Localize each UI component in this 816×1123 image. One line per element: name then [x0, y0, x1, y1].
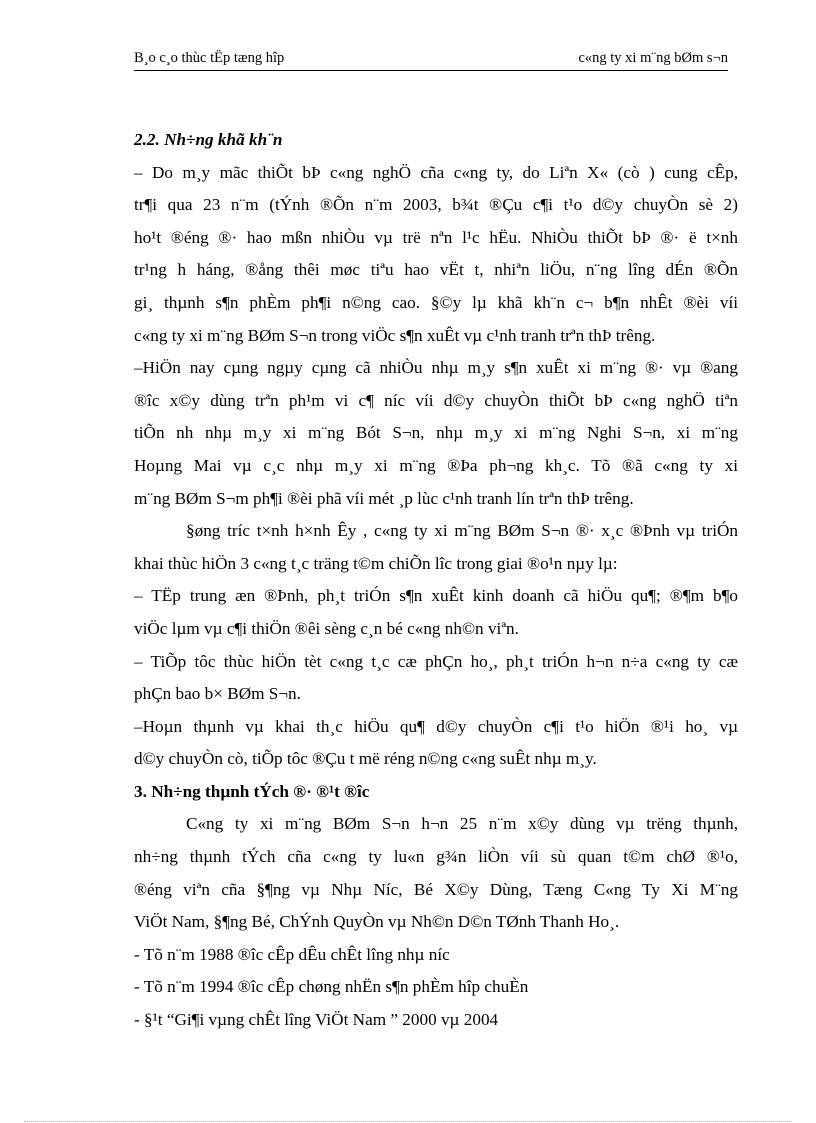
paragraph-task-2 [134, 646, 738, 711]
text-line: ®éng viªn cña §¶ng vµ Nhµ Níc, Bé X©y Dùng, Tæng C«ng Ty Xi M¨ng [134, 879, 738, 899]
text-line: ®îc x©y dùng trªn ph¹m vi c¶ níc víi d©y chuyÒn thiÕt bÞ c«ng nghÖ tiªn [134, 390, 738, 410]
header-report-title: B¸o c¸o thùc tËp tæng hîp [134, 50, 285, 66]
text-line: nh÷ng thµnh tÝch cña c«ng ty lu«n g¾n liÒn víi sù quan t©m chØ ®¹o, [134, 847, 738, 867]
text-line: ViÖt Nam, §¶ng Bé, ChÝnh QuyÒn vµ Nh©n D©n TØnh Thanh Ho¸. [134, 912, 620, 932]
achievements-list [134, 939, 738, 1037]
text-line: – TiÕp tôc thùc hiÖn tèt c«ng t¸c cæ phÇn ho¸, ph¸t triÓn h¬n n÷a c«ng ty cæ [134, 651, 738, 671]
paragraph-strategy [134, 515, 738, 580]
text-line: khai thùc hiÖn 3 c«ng t¸c träng t©m chiÕn lîc trong giai ®o¹n nµy lµ: [134, 553, 618, 573]
text-line: Hoµng Mai vµ c¸c nhµ m¸y xi m¨ng ®Þa ph¬ng kh¸c. Tõ ®ã c«ng ty xi [134, 455, 738, 475]
text-line: –HiÖn nay cµng ngµy cµng cã nhiÒu nhµ m¸y s¶n xuÊt xi m¨ng ®· vµ ®ang [134, 358, 738, 378]
paragraph-achievements [134, 808, 738, 938]
text-line: gi¸ thµnh s¶n phÈm ph¶i n©ng cao. §©y lµ khã kh¨n c¬ b¶n nhÊt ®èi víi [134, 292, 738, 312]
section-heading-difficulties: 2.2. Nh÷ng khã kh¨n [134, 130, 283, 149]
text-line: viÖc lµm vµ c¶i thiÖn ®êi sèng c¸n bé c«ng nh©n viªn. [134, 618, 519, 638]
list-item: - Tõ n¨m 1988 ®îc cÊp dÊu chÊt lîng nhµ níc [134, 944, 450, 964]
paragraph-task-1 [134, 580, 738, 645]
section-heading-achievements: 3. Nh÷ng thµnh tÝch ®· ®¹t ®îc [134, 781, 370, 801]
text-line: ho¹t ®éng ®· hao mßn nhiÒu vµ trë nªn l¹c hËu. NhiÒu thiÕt bÞ ®· ë t×nh [134, 227, 738, 247]
paragraph-equipment [134, 157, 738, 353]
text-line: C«ng ty xi m¨ng BØm S¬n h¬n 25 n¨m x©y dùng vµ trëng thµnh, [186, 814, 738, 834]
text-line: d©y chuyÒn cò, tiÕp tôc ®Çu t më réng n©ng c«ng suÊt nhµ m¸y. [134, 749, 597, 769]
text-line: phÇn bao b× BØm S¬n. [134, 684, 301, 704]
document-body [134, 124, 738, 1037]
text-line: §øng tríc t×nh h×nh Êy , c«ng ty xi m¨ng BØm S¬n ®· x¸c ®Þnh vµ triÓn [186, 521, 738, 541]
paragraph-task-3 [134, 711, 738, 776]
text-line: tr¹ng h háng, ®ång thêi møc tiªu hao vËt t, nhiªn liÖu, n¨ng lîng dÉn ®Õn [134, 260, 738, 280]
header-company-name: c«ng ty xi m¨ng bØm s¬n [578, 50, 728, 66]
text-line: m¨ng BØm S¬m ph¶i ®èi phã víi mét ¸p lùc c¹nh tranh lín trªn thÞ trêng. [134, 488, 634, 508]
list-item: - Tõ n¨m 1994 ®îc cÊp chøng nhËn s¶n phÈm hîp chuÈn [134, 977, 529, 997]
page-header [134, 48, 728, 71]
text-line: c«ng ty xi m¨ng BØm S¬n trong viÖc s¶n xuÊt vµ c¹nh tranh trªn thÞ trêng. [134, 325, 656, 345]
page-bottom-divider [24, 1121, 792, 1122]
text-line: – TËp trung æn ®Þnh, ph¸t triÓn s¶n xuÊt kinh doanh cã hiÖu qu¶; ®¶m b¶o [134, 586, 738, 606]
list-item: - §¹t “Gi¶i vµng chÊt lîng ViÖt Nam ” 2000 vµ 2004 [134, 1010, 499, 1030]
text-line: –Hoµn thµnh vµ khai th¸c hiÖu qu¶ d©y chuyÒn c¶i t¹o hiÖn ®¹i ho¸ vµ [134, 716, 738, 736]
text-line: – Do m¸y mãc thiÕt bÞ c«ng nghÖ cña c«ng ty, do Liªn X« (cò ) cung cÊp, [134, 162, 738, 182]
text-line: tiÕn nh nhµ m¸y xi m¨ng Bót S¬n, nhµ m¸y xi m¨ng Nghi S¬n, xi m¨ng [134, 423, 738, 443]
paragraph-competition [134, 352, 738, 515]
text-line: tr¶i qua 23 n¨m (tÝnh ®Õn n¨m 2003, b¾t ®Çu c¶i t¹o d©y chuyÒn sè 2) [134, 195, 738, 215]
